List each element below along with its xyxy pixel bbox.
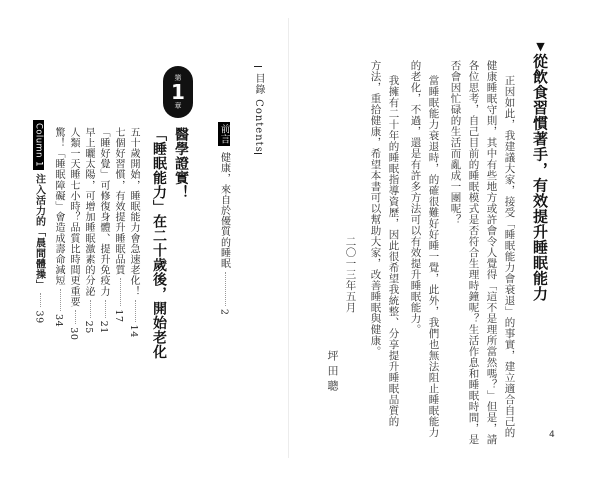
dot-leader: [75, 310, 77, 324]
toc-item[interactable]: [98, 127, 108, 334]
signature-date: 二〇一三年五月: [344, 236, 357, 313]
toc-item[interactable]: [128, 127, 138, 338]
author-name: 坪田聰: [326, 350, 339, 395]
paragraph-line: 正因如此，我建議大家，接受「睡眠能力會衰退」的事實，建立適合自己的: [503, 75, 516, 438]
paragraph-line: 健康睡眠守則，其中有些地方或許會令人覺得「這不是理所當然嗎？」但是，請: [485, 60, 498, 445]
dot-leader: [90, 300, 92, 318]
chapter-badge: [163, 66, 193, 118]
toc-item[interactable]: [113, 127, 123, 323]
column-badge: [33, 120, 44, 170]
toc-intro[interactable]: [218, 122, 230, 315]
paragraph-line: 的老化，不過，還是有許多方法可以有效提升睡眠能力。: [409, 60, 422, 335]
chapter-number: 1: [171, 79, 185, 104]
intro-badge: 前言: [218, 124, 230, 145]
toc-item-text: 七個好習慣，有效提升睡眠品質: [113, 127, 124, 276]
dot-leader: [40, 293, 42, 307]
toc-item-text: 驚！「睡眠障礙」會造成壽命減短: [53, 127, 64, 286]
toc-item-text: 五十歲開始，睡眠能力會急速老化！: [128, 127, 139, 297]
chapter-label: 第: [174, 73, 182, 82]
section-heading: [532, 40, 547, 302]
toc-item-text: 人類一天睡七小時？品質比時間更重要: [68, 127, 79, 308]
chapter-title-line1[interactable]: 醫學證實！: [173, 127, 189, 200]
dot-leader: [225, 272, 227, 306]
paragraph-line: 當睡眠能力衰退時，的確很難好好睡一覺，此外，我們也無法阻止睡眠能力: [427, 75, 440, 438]
paragraph-line: 方法，重拾健康，希望本書可以幫助大家，改善睡眠與健康。: [369, 60, 382, 357]
triangle-marker-icon: ▼: [534, 40, 547, 54]
toc-item[interactable]: [83, 127, 93, 334]
toc-title-text: 目錄 Contents: [253, 73, 264, 153]
chapter-title-line2[interactable]: 「睡眠能力」在二十歲後，開始老化: [151, 127, 167, 359]
paragraph-line: 否會因忙碌的生活而亂成一團呢？: [449, 60, 462, 225]
toc-column[interactable]: [33, 120, 44, 324]
dot-leader: [120, 278, 122, 306]
toc-item-page: 14: [128, 324, 139, 338]
paragraph-line: 我擁有二十年的睡眠指導資歷，因此很希望我統整、分享提升睡眠品質的: [387, 75, 400, 427]
toc-title-rule: [254, 153, 262, 160]
intro-title: 健康，來自於優質的睡眠: [218, 152, 230, 269]
dot-leader: [135, 300, 137, 322]
toc-item-page: 25: [83, 320, 94, 334]
column-number: 1: [33, 161, 44, 167]
toc-item[interactable]: [53, 127, 63, 327]
dot-leader: [60, 289, 62, 311]
toc-item-text: 「睡好覺」可修復身體、提升免疫力: [98, 127, 109, 297]
dot-leader: [105, 300, 107, 318]
toc-title-rule: [254, 66, 262, 73]
toc-item-text: 早上曬太陽，可增加睡眠激素的分泌: [83, 127, 94, 297]
intro-page: 2: [218, 308, 230, 316]
toc-item-page: 30: [68, 327, 79, 341]
column-badge-label: Column: [33, 123, 44, 158]
page-number: 4: [549, 430, 555, 440]
column-page: 39: [33, 310, 45, 324]
section-heading-text: 從飲食習慣著手，有效提升睡眠能力: [531, 53, 549, 302]
toc-title: [253, 66, 263, 160]
chapter-suffix: 章: [174, 101, 182, 110]
paragraph-line: 各位思考，自己目前的睡眠模式是否符合生理時鐘呢？生活作息和睡眠時間，是: [467, 60, 480, 445]
toc-item[interactable]: [68, 127, 78, 341]
column-title: 注入活力的「晨間體操」: [33, 173, 45, 291]
toc-item-page: 17: [113, 309, 124, 323]
toc-item-page: 34: [53, 314, 64, 328]
gutter-line: [288, 18, 289, 458]
toc-item-page: 21: [98, 320, 109, 334]
